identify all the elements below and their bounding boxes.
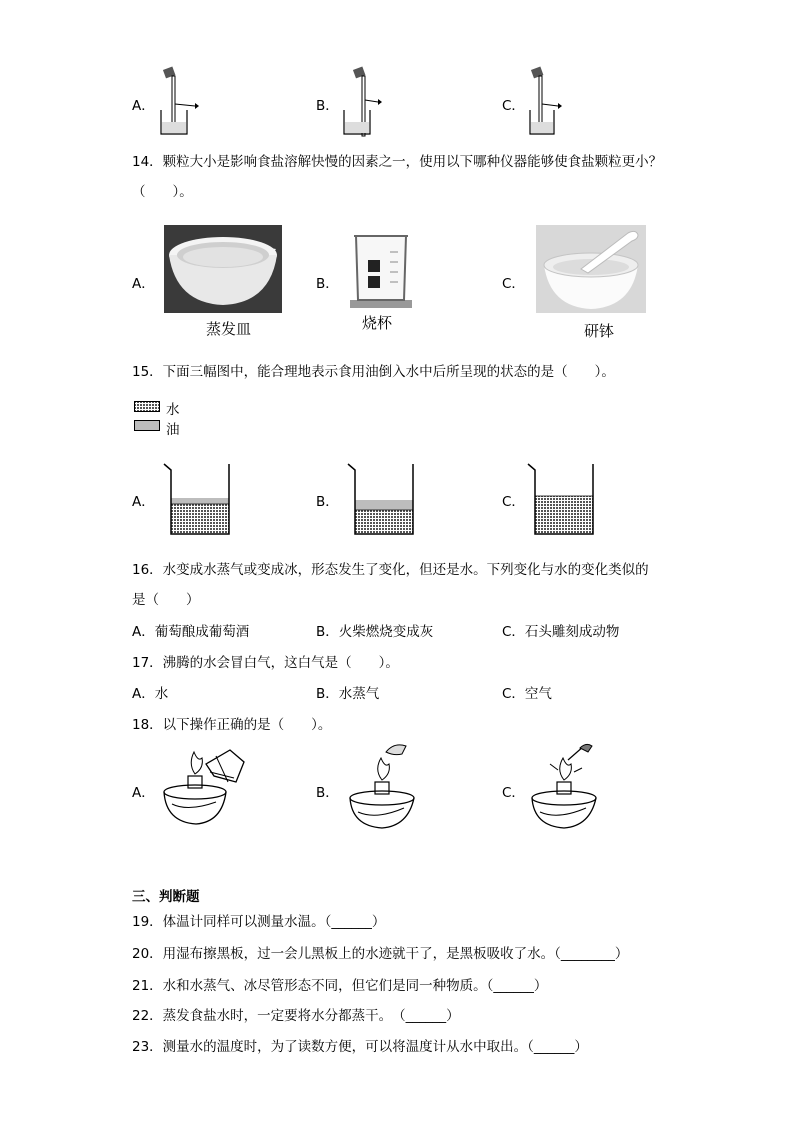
alcohol-lamp-b-image — [344, 742, 424, 832]
judgement-item-22: 22．蒸发食盐水时，一定要将水分都蒸干。 （______） — [132, 1008, 460, 1024]
q13-option-a: A． — [132, 98, 155, 114]
q13-image-b — [338, 66, 383, 138]
judgement-item-21: 21．水和水蒸气、冰尽管形态不同，但它们是同一种物质。（______） — [132, 978, 548, 994]
q14-option-b: B． — [316, 276, 339, 292]
section-title: 三、判断题 — [132, 889, 200, 905]
judgement-item-20: 20．用湿布擦黑板，过一会儿黑板上的水迹就干了，是黑板吸收了水。（________） — [132, 946, 629, 962]
judgement-item-23: 23．测量水的温度时，为了读数方便，可以将温度计从水中取出。（______） — [132, 1039, 588, 1055]
q16-question: 16．水变成水蒸气或变成冰，形态发生了变化，但还是水。下列变化与水的变化类似的 — [132, 562, 649, 578]
q18-option-b: B． — [316, 785, 339, 801]
q16-option-c: C．石头雕刻成动物 — [502, 624, 620, 640]
q17-option-b: B．水蒸气 — [316, 686, 380, 702]
q18-question: 18．以下操作正确的是（ ）。 — [132, 717, 332, 733]
q18-option-a: A． — [132, 785, 155, 801]
q18-option-c: C． — [502, 785, 525, 801]
q15-beaker-a — [162, 462, 234, 540]
q13-image-c — [524, 66, 569, 138]
q16-question-cont: 是（ ） — [132, 592, 200, 608]
q15-option-c: C． — [502, 494, 525, 510]
q17-option-a: A．水 — [132, 686, 169, 702]
q13-image-a — [155, 66, 200, 138]
q16-option-b: B．火柴燃烧变成灰 — [316, 624, 434, 640]
alcohol-lamp-c-image — [528, 742, 608, 832]
q14-question: 14．颗粒大小是影响食盐溶解快慢的因素之一，使用以下哪种仪器能够使食盐颗粒更小？ — [132, 154, 663, 170]
caption-beaker: 烧杯 — [362, 314, 393, 332]
q14-blank: （ ）。 — [132, 184, 193, 200]
alcohol-lamp-a-image — [158, 742, 250, 828]
q13-option-c: C． — [502, 98, 525, 114]
legend-water-label: 水 — [166, 402, 180, 418]
q15-beaker-b — [346, 462, 418, 540]
caption-mortar: 研钵 — [584, 322, 615, 340]
q15-question: 15．下面三幅图中，能合理地表示食用油倒入水中后所呈现的状态的是（ ）。 — [132, 364, 615, 380]
judgement-item-19: 19．体温计同样可以测量水温。（______） — [132, 914, 386, 930]
caption-evaporating-dish: 蒸发皿 — [206, 320, 252, 338]
q17-question: 17．沸腾的水会冒白气，这白气是（ ）。 — [132, 655, 399, 671]
q17-option-c: C．空气 — [502, 686, 552, 702]
q13-option-b: B． — [316, 98, 339, 114]
q14-option-a: A． — [132, 276, 155, 292]
mortar-image — [536, 225, 646, 313]
legend-oil-swatch — [134, 420, 160, 431]
legend-oil-label: 油 — [166, 422, 180, 438]
q15-option-a: A． — [132, 494, 155, 510]
q14-option-c: C． — [502, 276, 525, 292]
legend-water-swatch — [134, 401, 160, 412]
beaker-image — [350, 232, 412, 308]
q16-option-a: A．葡萄酿成葡萄酒 — [132, 624, 250, 640]
q15-option-b: B． — [316, 494, 339, 510]
q15-beaker-c — [526, 462, 598, 540]
evaporating-dish-image — [164, 225, 282, 313]
